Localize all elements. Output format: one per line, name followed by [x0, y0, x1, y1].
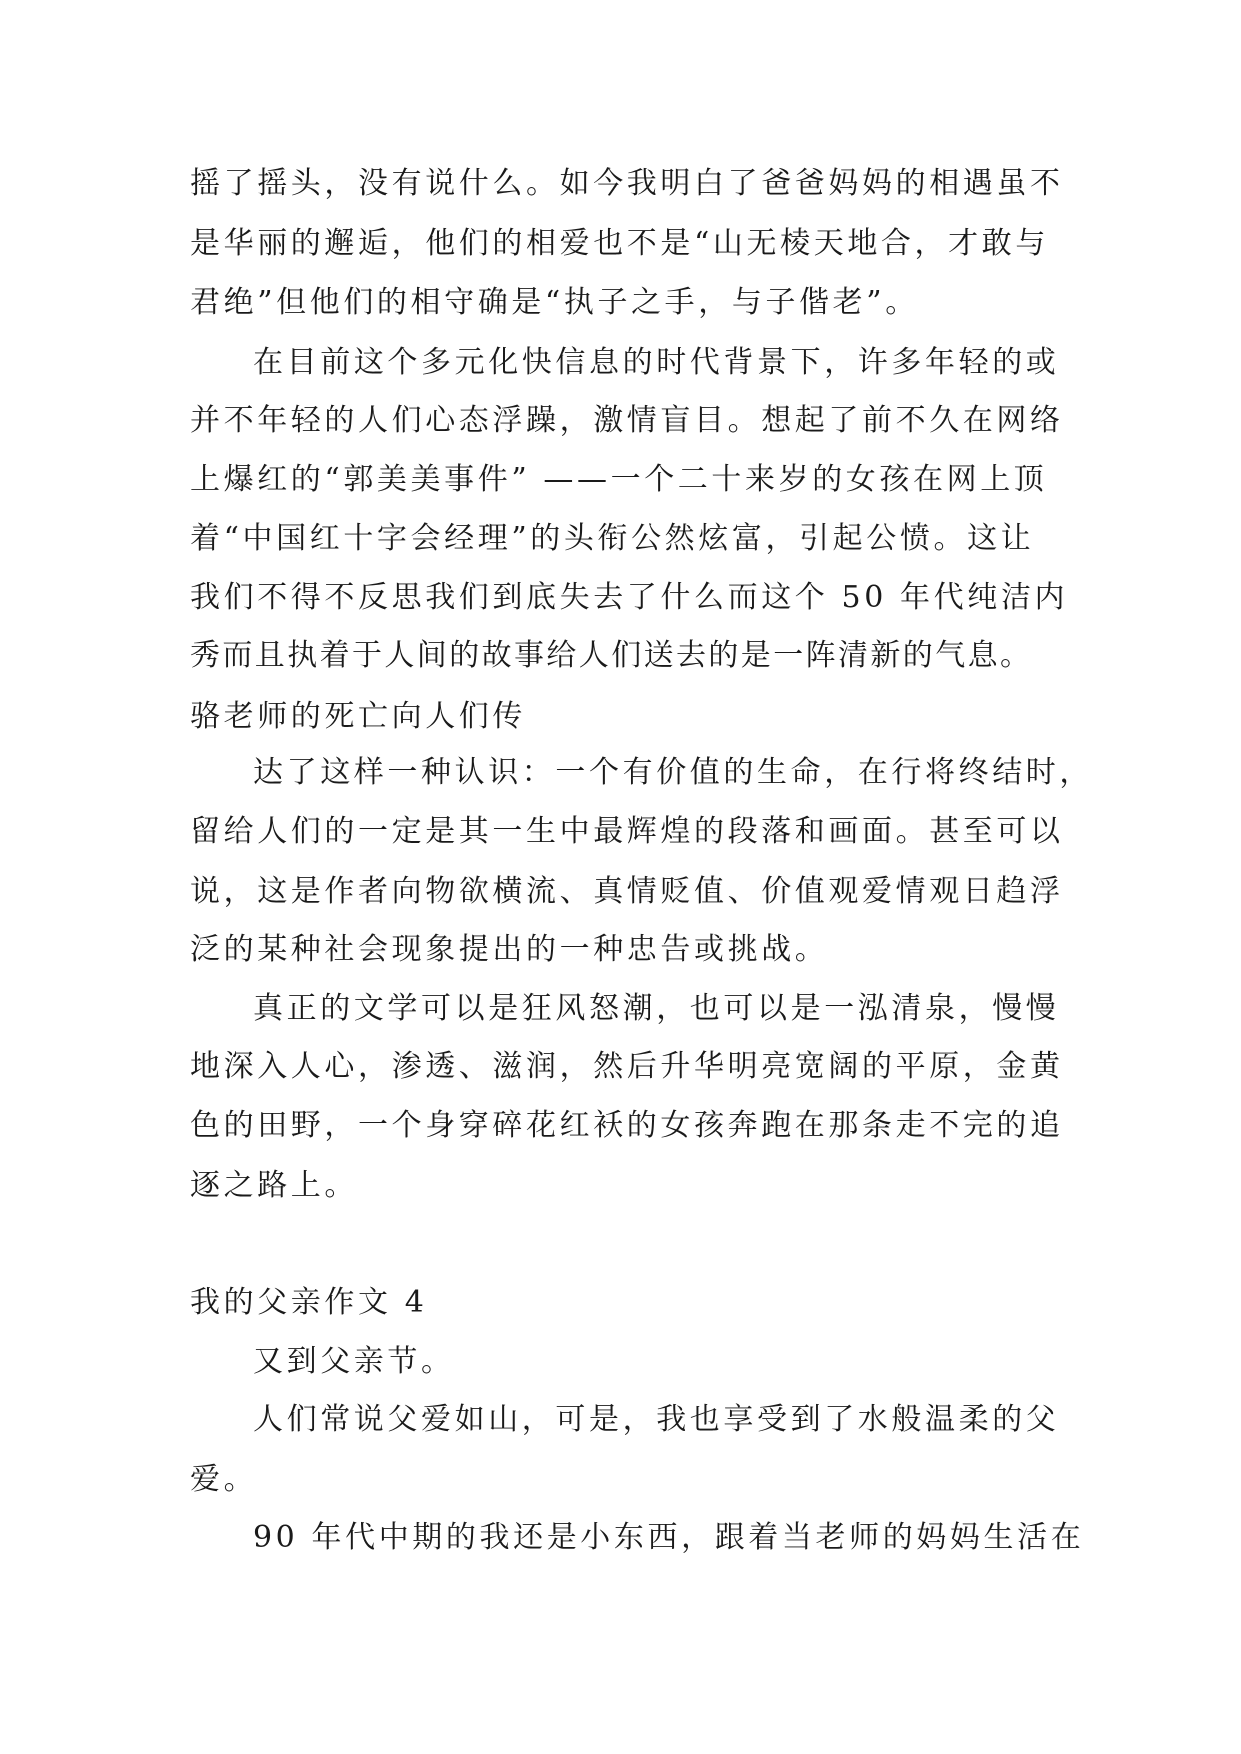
text-line: 又到父亲节。 — [253, 1344, 455, 1379]
text-line: 说，这是作者向物欲横流、真情贬值、价值观爱情观日趋浮 — [190, 874, 1064, 909]
text-line: 90 年代中期的我还是小东西，跟着当老师的妈妈生活在 — [253, 1520, 1085, 1555]
text-line: 真正的文学可以是狂风怒潮，也可以是一泓清泉，慢慢 — [253, 991, 1060, 1026]
text-line: 是华丽的邂逅，他们的相爱也不是“山无棱天地合，才敢与 — [190, 226, 1049, 261]
text-line: 达了这样一种认识：一个有价值的生命，在行将终结时， — [253, 755, 1093, 790]
text-line: 爱。 — [190, 1462, 258, 1497]
text-line: 摇了摇头，没有说什么。如今我明白了爸爸妈妈的相遇虽不 — [190, 166, 1064, 201]
text-line: 骆老师的死亡向人们传 — [190, 699, 526, 734]
text-line: 留给人们的一定是其一生中最辉煌的段落和画面。甚至可以 — [190, 814, 1064, 849]
text-line: 逐之路上。 — [190, 1168, 358, 1203]
text-line: 色的田野，一个身穿碎花红袄的女孩奔跑在那条走不完的追 — [190, 1108, 1064, 1143]
text-line: 上爆红的“郭美美事件” ——一个二十来岁的女孩在网上顶 — [190, 462, 1048, 497]
section-heading: 我的父亲作文 4 — [190, 1285, 428, 1320]
text-line: 着“中国红十字会经理”的头衔公然炫富，引起公愤。这让 — [190, 521, 1035, 556]
text-line: 泛的某种社会现象提出的一种忠告或挑战。 — [190, 932, 829, 967]
text-line: 并不年轻的人们心态浮躁，激情盲目。想起了前不久在网络 — [190, 403, 1064, 438]
text-line: 我们不得不反思我们到底失去了什么而这个 50 年代纯洁内 — [190, 580, 1069, 615]
text-line: 地深入人心，渗透、滋润，然后升华明亮宽阔的平原，金黄 — [190, 1049, 1064, 1084]
text-line: 人们常说父爱如山，可是，我也享受到了水般温柔的父 — [253, 1402, 1060, 1437]
text-line: 君绝”但他们的相守确是“执子之手，与子偕老”。 — [190, 285, 919, 320]
text-line: 秀而且执着于人间的故事给人们送去的是一阵清新的气息。 — [190, 638, 1033, 673]
text-line: 在目前这个多元化快信息的时代背景下，许多年轻的或 — [253, 345, 1060, 380]
